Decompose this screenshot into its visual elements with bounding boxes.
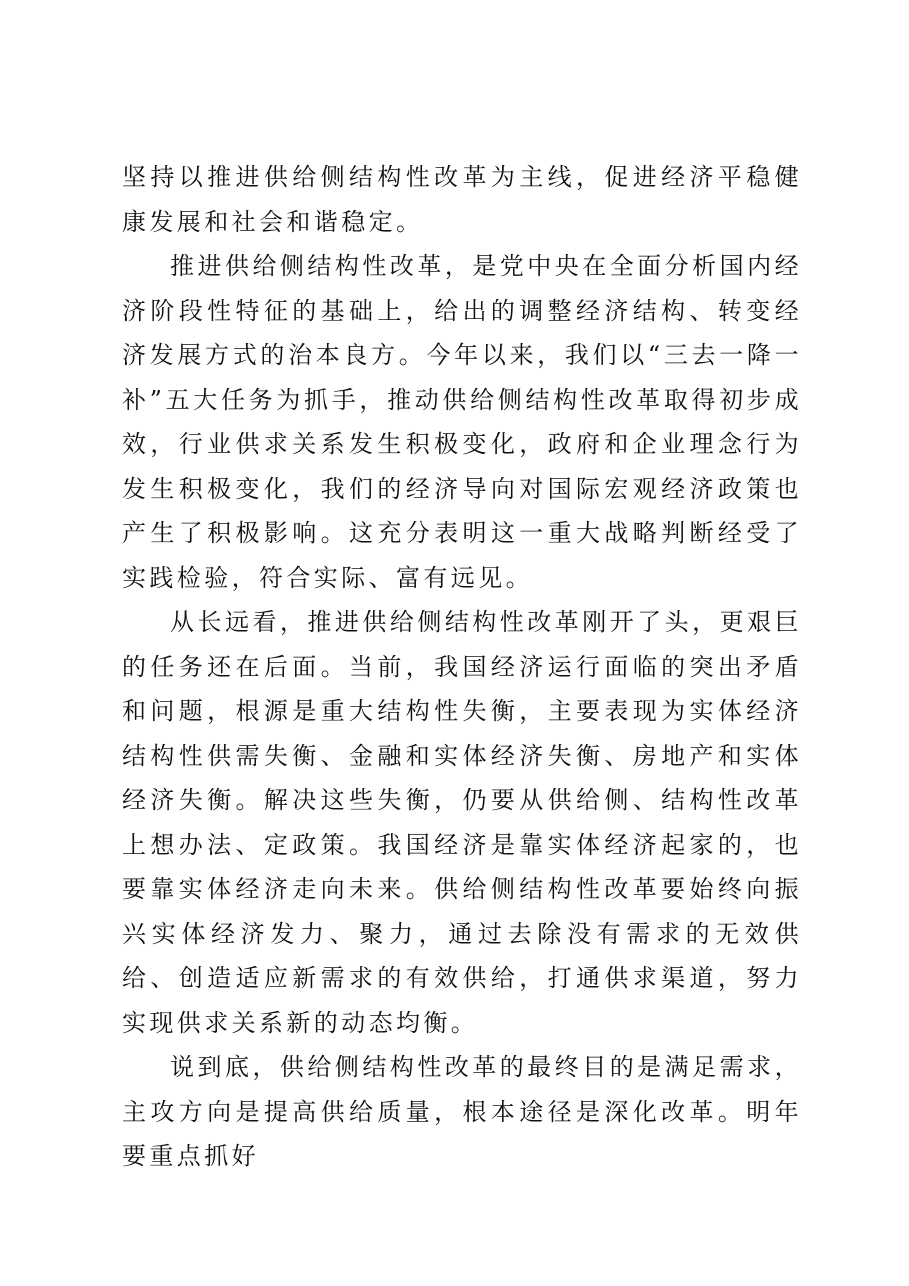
paragraph: 推进供给侧结构性改革，是党中央在全面分析国内经济阶段性特征的基础上，给出的调整经济结构、转变经济发展方式的治本良方。今年以来，我们以“三去一降一补”五大任务为抓手，推动供给侧结构性改革取得初步成效，行业供求关系发生积极变化，政府和企业理念行为发生积极变化，我们的经济导向对国际宏观经济政策也产生了积极影响。这充分表明这一重大战略判断经受了实践检验，符合实际、富有远见。 [122,252,802,592]
paragraph-continuation: 坚持以推进供给侧结构性改革为主线，促进经济平稳健康发展和社会和谐稳定。 [122,163,802,236]
paragraph: 说到底，供给侧结构性改革的最终目的是满足需求，主攻方向是提高供给质量，根本途径是深化改革。明年要重点抓好 [122,1053,802,1170]
document-body [122,155,802,1179]
paragraph: 从长远看，推进供给侧结构性改革刚开了头，更艰巨的任务还在后面。当前，我国经济运行面临的突出矛盾和问题，根源是重大结构性失衡，主要表现为实体经济结构性供需失衡、金融和实体经济失衡、房地产和实体经济失衡。解决这些失衡，仍要从供给侧、结构性改革上想办法、定政策。我国经济是靠实体经济起家的，也要靠实体经济走向未来。供给侧结构性改革要始终向振兴实体经济发力、聚力，通过去除没有需求的无效供给、创造适应新需求的有效供给，打通供求渠道，努力实现供求关系新的动态均衡。 [122,608,802,1037]
